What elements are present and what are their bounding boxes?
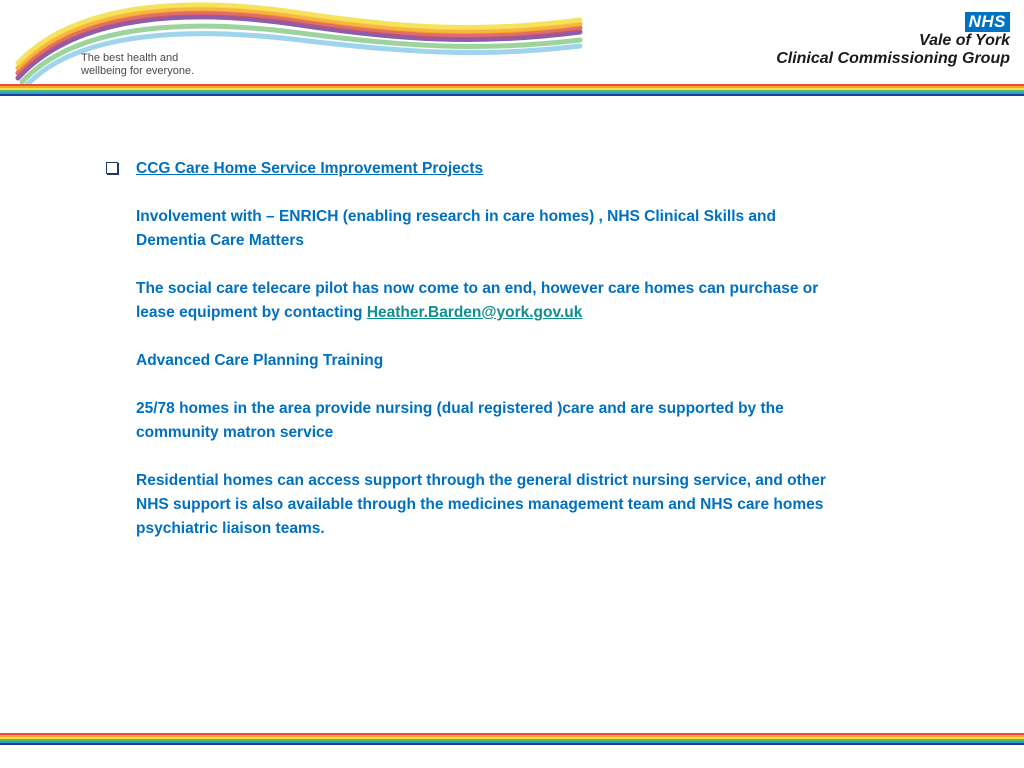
email-link[interactable]: Heather.Barden@york.gov.uk [366,304,583,321]
org-name-line-1: Vale of York [919,32,1010,49]
footer-rainbow-stripes [0,733,1024,745]
tagline [81,52,194,78]
tagline-line-1: The best health and [81,52,179,64]
checkbox-square-bullet-icon [106,162,118,174]
header-rainbow-stripes [0,84,1024,96]
bullet-item [106,157,826,181]
paragraph-residential-homes: Residential homes can access support through the general district nursing service, and other NHS support is also available through the medicines management team and NHS care homes psychiatric liaison teams. [136,472,826,537]
nhs-org-block [776,12,1010,68]
slide-content [106,157,826,565]
section-title[interactable]: CCG Care Home Service Improvement Projects [136,160,484,177]
org-name-line-2: Clinical Commissioning Group [776,50,1010,67]
paragraph-involvement: Involvement with – ENRICH (enabling research in care homes) , NHS Clinical Skills and Dementia Care Matters [136,208,776,249]
paragraph-telecare [136,277,826,325]
telecare-text: The social care telecare pilot has now come to an end, however care homes can purchase or lease equipment by contacting [136,280,819,321]
tagline-line-2: wellbeing for everyone. [81,65,195,77]
nhs-logo: NHS [965,12,1010,32]
paragraph-advanced-care: Advanced Care Planning Training [136,352,384,369]
paragraph-nursing-homes: 25/78 homes in the area provide nursing (dual registered )care and are supported by the community matron service [136,400,784,441]
